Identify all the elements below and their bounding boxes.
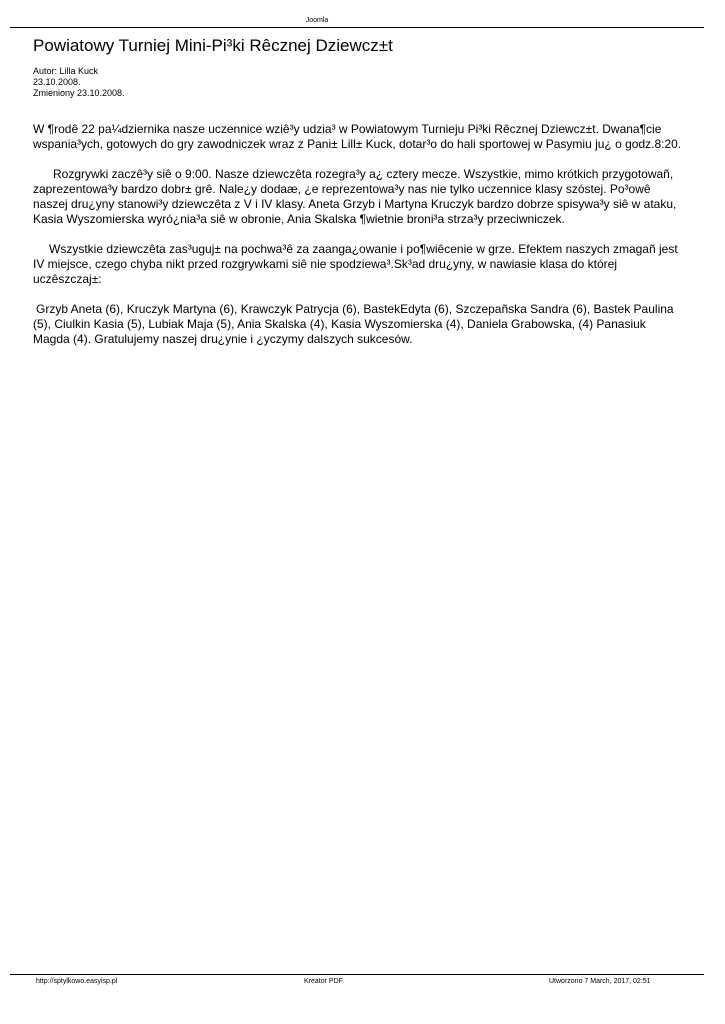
footer-generator: Kreator PDF xyxy=(304,978,343,985)
publish-date: 23.10.2008. xyxy=(33,77,81,87)
footer-divider xyxy=(10,974,704,975)
paragraph-games: Rozgrywki zaczê³y siê o 9:00. Nasze dziewczêta rozegra³y a¿ cztery mecze. Wszystkie, mimo krótkich przygotowañ, zaprezentowa³y bardzo dobr± grê. Nale¿y dodaæ, ¿e reprezentowa³y nas nie tylko uczennice klasy szóstej. Po³owê naszej dru¿yny stanowi³y dziewczêta z V i IV klasy. Aneta Grzyb i Martyna Kruczyk bardzo dobrze spisywa³y siê w ataku, Kasia Wyszomierska wyró¿nia³a siê w obronie, Ania Skalska ¶wietnie broni³a strza³y przeciwniczek. xyxy=(33,167,677,226)
paragraph-intro: W ¶rodê 22 pa¼dziernika nasze uczennice wziê³y udzia³ w Powiatowym Turnieju Pi³ki Rêcznej Dziewcz±t. Dwana¶cie wspania³ych, gotowych do gry zawodniczek wraz z Pani± Lill± Kuck, dotar³o do hali sportowej w Pasymiu ju¿ o godz.8:20. xyxy=(33,122,682,151)
paragraph-roster: Grzyb Aneta (6), Kruczyk Martyna (6), Krawczyk Patrycja (6), BastekEdyta (6), Szczepañska Sandra (6), Bastek Paulina (5), Ciulkin Kasia (5), Lubiak Maja (5), Ania Skalska (4), Kasia Wyszomierska (4), Daniela Grabowska, (4) Panasiuk Magda (4). Gratulujemy naszej dru¿ynie i ¿yczymy dalszych sukcesów. xyxy=(33,302,674,346)
paragraph-result: Wszystkie dziewczêta zas³uguj± na pochwa³ê za zaanga¿owanie i po¶wiêcenie w grze. Efektem naszych zmagañ jest IV miejsce, czego chyba nikt przed rozgrywkami siê nie spodziewa³.Sk³ad dru¿yny, w nawiasie klasa do której uczêszczaj±: xyxy=(33,242,678,286)
article-meta xyxy=(33,66,125,99)
article-body xyxy=(33,122,683,362)
footer-created: Utworzono 7 March, 2017, 02:51 xyxy=(549,978,651,985)
author-line: Autor: Lilla Kuck xyxy=(33,66,99,76)
modified-line: Zmieniony 23.10.2008. xyxy=(33,88,125,98)
header-divider xyxy=(10,27,704,28)
article-title: Powiatowy Turniej Mini-Pi³ki Rêcznej Dziewcz±t xyxy=(33,36,393,55)
site-name: Joomla xyxy=(305,17,329,24)
footer-url: http://sptylkowo.easyisp.pl xyxy=(36,978,118,985)
